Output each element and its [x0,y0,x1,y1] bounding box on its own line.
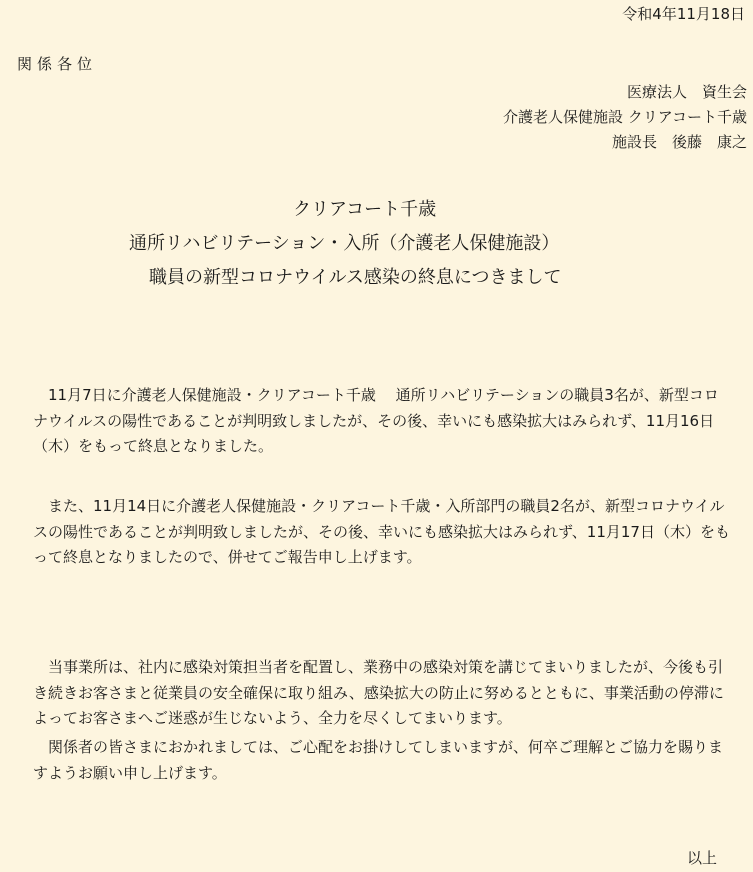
title-line-2: 通所リハビリテーション・入所（介護老人保健施設） [129,233,560,254]
closing-mark: 以上 [686,849,717,867]
addressee: 関係各位 [17,55,98,73]
body-paragraph-3: 当事業所は、社内に感染対策担当者を配置し、業務中の感染対策を講じてまいりましたが、今後も引き続きお客さまと従業員の安全確保に取り組み、感染拡大の防止に努めるとともに、事業活動の停滞によってお客さまへご迷惑が生じないよう、全力を尽くしてまいります。 [33,658,724,727]
body-paragraph-4: 関係者の皆さまにおかれましては、ご心配をお掛けしてしまいますが、何卒ご理解とご協力を賜りますようお願い申し上げます。 [33,738,724,782]
title-line-1: クリアコート千歳 [293,199,437,220]
sender-director: 施設長 後藤 康之 [611,133,747,151]
sender-facility: 介護老人保健施設 クリアコート千歳 [502,108,747,126]
sender-organization: 医療法人 資生会 [626,83,747,101]
sender-block [503,80,747,155]
body-paragraph-2: また、11月14日に介護老人保健施設・クリアコート千歳・入所部門の職員2名が、新型コロナウイルスの陽性であることが判明致しましたが、その後、幸いにも感染拡大はみられず、11月17日（木）をもって終息となりましたので、併せてご報告申し上げます。 [33,497,730,566]
document-date: 令和4年11月18日 [622,5,745,23]
body-paragraph-1: 11月7日に介護老人保健施設・クリアコート千歳 通所リハビリテーションの職員3名が、新型コロナウイルスの陽性であることが判明致しましたが、その後、幸いにも感染拡大はみられず、11月16日（木）をもって終息となりました。 [33,386,719,455]
title-line-3: 職員の新型コロナウイルス感染の終息につきまして [149,267,562,288]
document-title [0,193,753,295]
